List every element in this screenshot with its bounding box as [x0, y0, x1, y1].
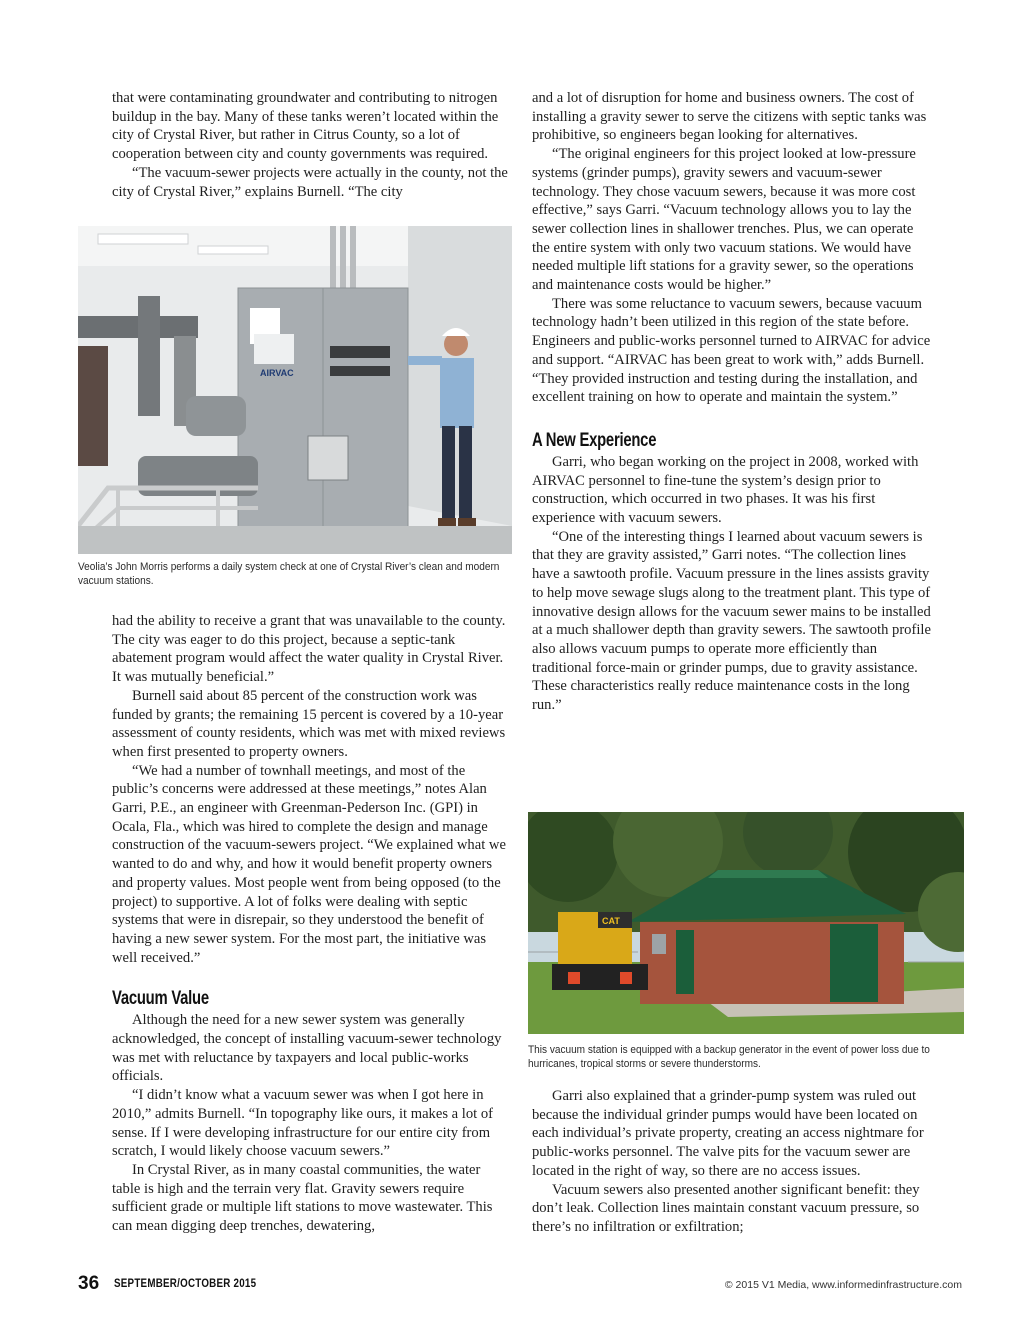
paragraph: “One of the interesting things I learned about vacuum sewers is that they are gravity assisted,” Garri notes. “The collection lines have a sawtooth profile. Vacuum pressure in the lines assists gravity to help move sewage slugs along to the treatment plant. This type of innovative design allows for the vacuum sewer mains to be installed at a much shallower depth than gravity sewers. The sawtooth profile also allows vacuum pumps to operate more efficiently than traditional force-main or grinder pumps, due to gravity assistance. These characteristics really reduce maintenance costs in the long run.” [532, 528, 931, 714]
photo2-caption: This vacuum station is equipped with a backup generator in the event of power loss due to hurricanes, tropical storms or severe thunderstorms. [528, 1044, 930, 1070]
paragraph: “I didn’t know what a vacuum sewer was when I got here in 2010,” admits Burnell. “In topography like ours, it makes a lot of sense. If I were developing infrastructure for our entire city from scratch, I would likely choose vacuum sewers.” [112, 1087, 493, 1160]
subheading-new-experience: A New Experience [532, 429, 657, 451]
interior-illustration [78, 226, 512, 554]
paragraph: had the ability to receive a grant that was unavailable to the county. The city was eager to do this project, because a septic-tank abatement program would affect the water quality in Crystal River. It was mutually beneficial.” [112, 613, 506, 686]
paragraph: and a lot of disruption for home and business owners. The cost of installing a gravity sewer to serve the citizens with septic tanks was prohibitive, so engineers began looking for alternatives. [532, 90, 927, 144]
paragraph: There was some reluctance to vacuum sewers, because vacuum technology hadn’t been utilized in this region of the state before. Engineers and public-works personnel turned to AIRVAC for advice and support. “AIRVAC has been great to work with,” adds Burnell. “They provided instruction and testing during the installation, and excellent training on how to operate and maintain the system.” [532, 295, 931, 406]
page-number: 36 [78, 1273, 100, 1294]
paragraph: Although the need for a new sewer system was generally acknowledged, the concept of installing vacuum-sewer technology was met with reluctance by taxpayers and local public-works officials. [112, 1012, 502, 1085]
paragraph: “We had a number of townhall meetings, and most of the public’s concerns were addressed at these meetings,” notes Alan Garri, P.E., an engineer with Greenman-Pederson Inc. (GPI) in Ocala, Fla., which was hired to complete the design and manage construction of the vacuum-sewers project. “We explained what we wanted to do and why, and how it would benefit property owners and property values. Most people went from being opposed (to the project) to supportive. A lot of folks were dealing with septic systems that were in disrepair, so they understood the benefit of having a new sewer system. For the most part, the initiative was well received.” [112, 762, 506, 966]
paragraph: “The original engineers for this project looked at low-pressure systems (grinder pumps), gravity sewers and vacuum-sewer technology. They chose vacuum sewers, because it was more cost effective,” says Garri. “Vacuum technology allows you to lay the sewer collection lines in shallower trenches. Plus, we can operate the entire system with only two vacuum stations. We would have needed multiple lift stations for a gravity sewer, so the operations and maintenance costs would be higher.” [532, 146, 916, 294]
issue-date: SEPTEMBER/OCTOBER 2015 [113, 1278, 256, 1290]
paragraph: Garri also explained that a grinder-pump system was ruled out because the individual grinder pumps would have been located on each individual’s private property, creating an access nightmare for public-works personnel. The valve pits for the vacuum sewer are located in the right of way, so there are no access issues. [532, 1088, 924, 1179]
left-column-lower [112, 612, 512, 1236]
paragraph: Burnell said about 85 percent of the construction work was funded by grants; the remaining 15 percent is covered by a 10-year assessment of county residents, which was met with mixed reviews when first presented to property owners. [112, 687, 506, 760]
photo-vacuum-station-building [528, 812, 964, 1034]
airvac-label: AIRVAC [260, 368, 294, 378]
footer-copyright: © 2015 V1 Media, www.informedinfrastructure.com [724, 1279, 962, 1291]
paragraph: In Crystal River, as in many coastal communities, the water table is high and the terrain very flat. Gravity sewers require sufficient grade or multiple lift stations to move wastewater. This can mean digging deep trenches, dewatering, [112, 1161, 493, 1235]
subheading-vacuum-value: Vacuum Value [112, 988, 209, 1010]
paragraph: that were contaminating groundwater and contributing to nitrogen buildup in the bay. Many of these tanks weren’t located within the city of Crystal River, but rather in Citrus County, so a lot of cooperation between city and county governments was required. [112, 90, 499, 163]
right-column-lower [532, 1087, 932, 1237]
photo-vacuum-station-interior [78, 226, 512, 554]
photo1-caption: Veolia’s John Morris performs a daily system check at one of Crystal River’s clean and modern vacuum stations. [78, 561, 500, 587]
paragraph: Garri, who began working on the project in 2008, worked with AIRVAC personnel to fine-tune the system’s design prior to construction, which occurred in two phases. It was his first experience with vacuum sewers. [532, 453, 919, 527]
cat-label: CAT [602, 916, 620, 926]
building-illustration [528, 812, 964, 1034]
left-column-top [112, 89, 512, 201]
paragraph: Vacuum sewers also presented another significant benefit: they don’t leak. Collection lines maintain constant vacuum pressure, so there’s no infiltration or exfiltration; [532, 1181, 920, 1235]
right-column-top [532, 89, 932, 715]
paragraph: “The vacuum-sewer projects were actually in the county, not the city of Crystal River,” explains Burnell. “The city [112, 164, 508, 200]
footer-left [78, 1273, 281, 1295]
